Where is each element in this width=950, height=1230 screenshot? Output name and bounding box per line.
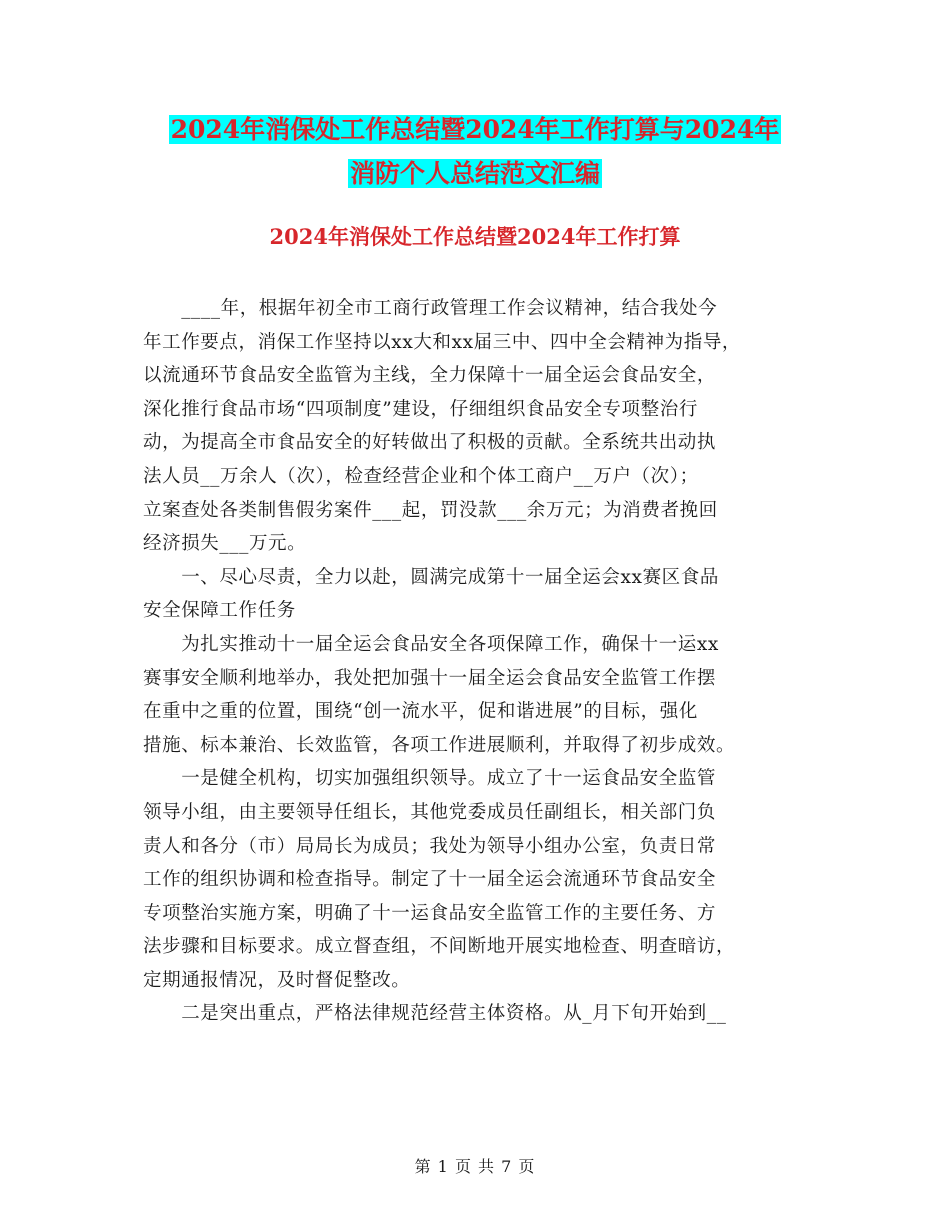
text-line: 一、尽心尽责，全力以赴，圆满完成第十一届全运会xx赛区食品 <box>143 566 719 588</box>
title-line-2: 消防个人总结范文汇编 <box>349 159 600 188</box>
text-line: 领导小组，由主要领导任组长，其他党委成员任副组长，相关部门负 <box>143 801 717 823</box>
text-line: 以流通环节食品安全监管为主线，全力保障十一届全运会食品安全， <box>143 365 717 387</box>
text-line: 动，为提高全市食品安全的好转做出了积极的贡献。全系统共出动执 <box>143 432 717 454</box>
body-text <box>143 292 815 1031</box>
text-line: 定期通报情况，及时督促整改。 <box>143 969 411 991</box>
text-line: 为扎实推动十一届全运会食品安全各项保障工作，确保十一运xx <box>143 633 719 655</box>
text-line: 二是突出重点，严格法律规范经营主体资格。从_月下旬开始到__ <box>143 1003 727 1025</box>
text-line: 深化推行食品市场“四项制度”建设，仔细组织食品安全专项整治行 <box>143 398 698 420</box>
text-line: 立案查处各类制售假劣案件___起，罚没款___余万元；为消费者挽回 <box>143 499 718 521</box>
text-line: ____年，根据年初全市工商行政管理工作会议精神，结合我处今 <box>143 298 718 319</box>
text-line: 一是健全机构，切实加强组织领导。成立了十一运食品安全监管 <box>143 768 717 790</box>
text-line: 法人员__万余人（次），检查经营企业和个体工商户__万户（次）； <box>143 465 699 487</box>
text-line: 在重中之重的位置，围绕“创一流水平，促和谐进展”的目标，强化 <box>143 701 698 723</box>
title-line-1: 2024年消保处工作总结暨2024年工作打算与2024年 <box>170 115 780 144</box>
text-line: 责人和各分（市）局局长为成员；我处为领导小组办公室，负责日常 <box>143 835 717 857</box>
text-line: 法步骤和目标要求。成立督查组，不间断地开展实地检查、明查暗访， <box>143 936 736 958</box>
text-line: 赛事安全顺利地举办，我处把加强十一届全运会食品安全监管工作摆 <box>143 667 717 689</box>
text-line: 措施、标本兼治、长效监管，各项工作进展顺利，并取得了初步成效。 <box>143 734 736 756</box>
text-line: 专项整治实施方案，明确了十一运食品安全监管工作的主要任务、方 <box>143 902 717 924</box>
text-line: 安全保障工作任务 <box>143 600 296 622</box>
text-line: 经济损失___万元。 <box>143 533 307 555</box>
text-line: 工作的组织协调和检查指导。制定了十一届全运会流通环节食品安全 <box>143 869 717 891</box>
section-title: 2024年消保处工作总结暨2024年工作打算 <box>269 224 681 249</box>
page-footer: 第 1 页 共 7 页 <box>414 1157 536 1176</box>
document-title <box>0 108 950 196</box>
text-line: 年工作要点，消保工作坚持以xx大和xx届三中、四中全会精神为指导， <box>143 331 742 353</box>
